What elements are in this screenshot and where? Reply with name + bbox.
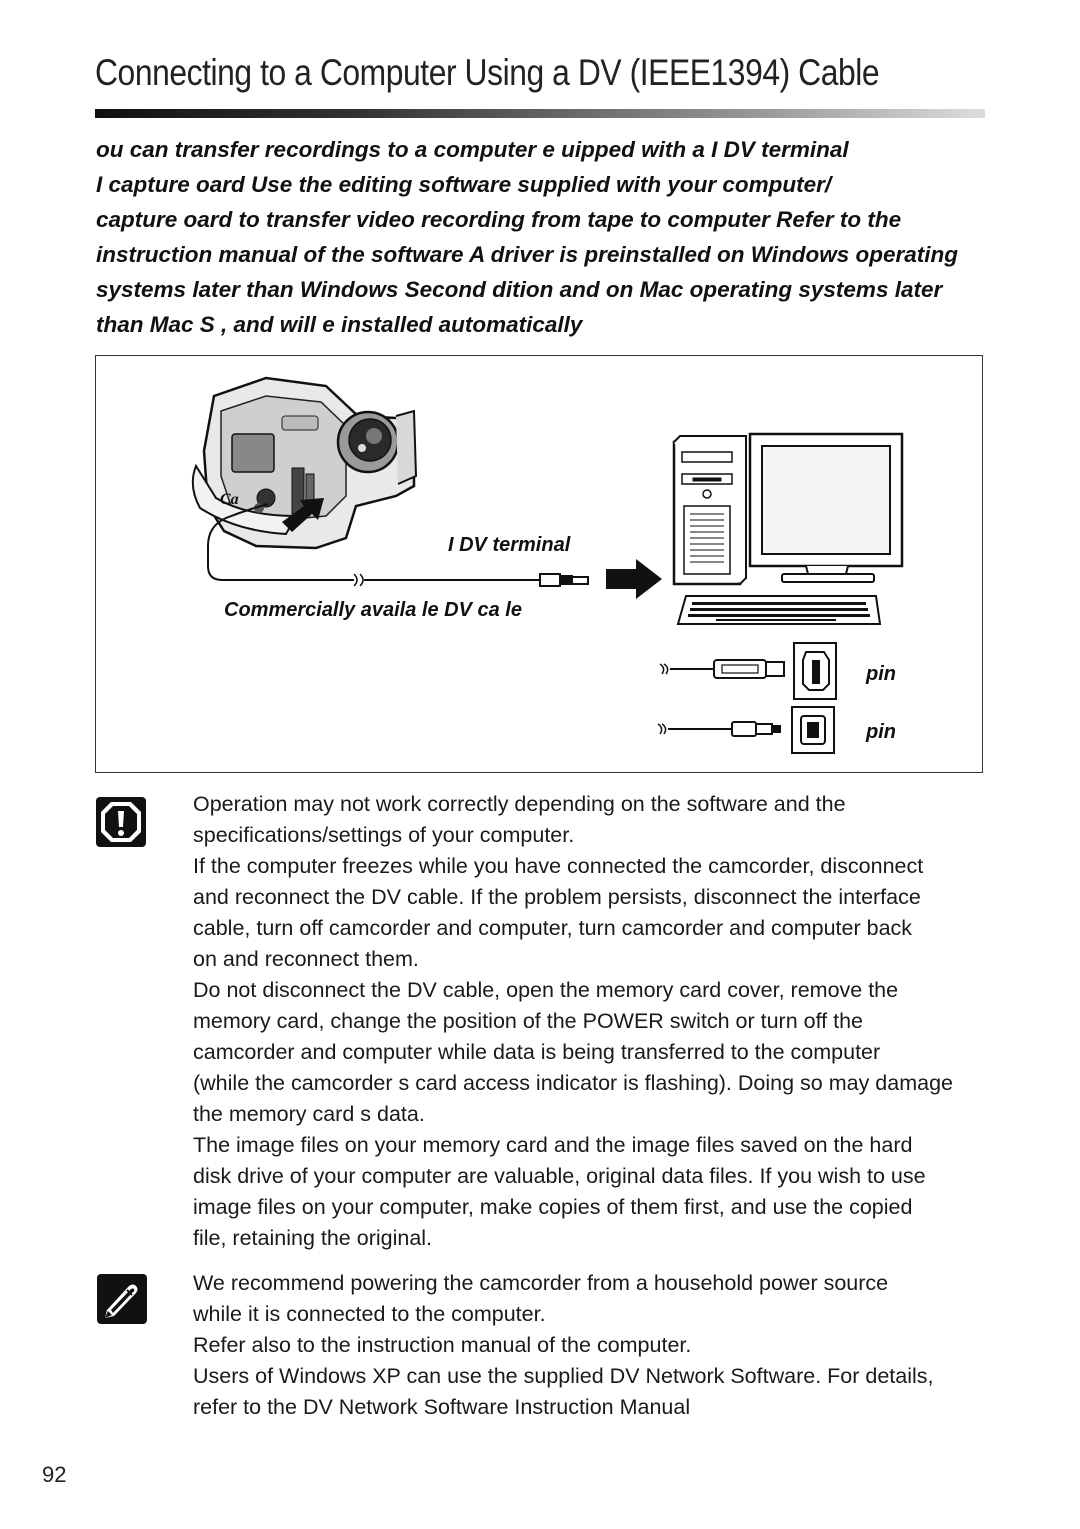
pin-label-4: pin	[866, 721, 896, 743]
intro-line: instruction manual of the software A driver is preinstalled on Windows operating	[96, 242, 958, 267]
pin-label-6: pin	[866, 663, 896, 685]
title-rule	[95, 109, 985, 118]
page-title: Connecting to a Computer Using a DV (IEEE1394) Cable	[95, 52, 880, 93]
note-line: while it is connected to the computer.	[193, 1302, 546, 1326]
camcorder-illustration	[193, 378, 416, 548]
intro-line: systems later than Windows Second dition and on Mac operating systems later	[96, 277, 943, 302]
note-line: refer to the DV Network Software Instruction Manual	[193, 1395, 691, 1419]
caution-line: on and reconnect them.	[193, 947, 419, 971]
pc-tower-illustration	[674, 436, 746, 584]
caution-line: disk drive of your computer are valuable, original data files. If you wish to use	[193, 1164, 926, 1188]
caution-line: The image files on your memory card and the image files saved on the hard	[193, 1133, 913, 1157]
caution-line: image files on your computer, make copies of them first, and use the copied	[193, 1195, 913, 1219]
caution-line: Operation may not work correctly depending on the software and the	[193, 792, 846, 816]
intro-line: ou can transfer recordings to a computer e uipped with a I DV terminal	[96, 137, 849, 162]
caution-line: camcorder and computer while data is being transferred to the computer	[193, 1040, 881, 1064]
caution-line: memory card, change the position of the POWER switch or turn off the	[193, 1009, 863, 1033]
caution-line: specifications/settings of your computer.	[193, 823, 575, 847]
monitor-illustration	[750, 434, 902, 582]
caution-line: Do not disconnect the DV cable, open the memory card cover, remove the	[193, 978, 899, 1002]
caution-line: and reconnect the DV cable. If the problem persists, disconnect the interface	[193, 885, 921, 909]
cable-4pin-illustration	[658, 707, 834, 753]
connection-diagram	[95, 355, 983, 773]
intro-line: I capture oard Use the editing software supplied with your computer/	[96, 172, 832, 197]
caution-line: (while the camcorder s card access indicator is flashing). Doing so may damage	[193, 1071, 953, 1095]
arrow-to-computer-icon	[606, 559, 662, 599]
caution-list	[193, 789, 1053, 1254]
cable-label: Commercially availa le DV ca le	[224, 599, 522, 621]
note-list	[193, 1268, 1053, 1423]
connection-illustration	[96, 356, 981, 771]
caution-line: If the computer freezes while you have connected the camcorder, disconnect	[193, 854, 924, 878]
note-pencil-icon	[97, 1274, 147, 1324]
dv-terminal-label: I DV terminal	[448, 534, 571, 556]
intro-line: capture oard to transfer video recording from tape to computer Refer to the	[96, 207, 902, 232]
note-line: Users of Windows XP can use the supplied DV Network Software. For details,	[193, 1364, 934, 1388]
keyboard-illustration	[678, 596, 880, 624]
note-line: We recommend powering the camcorder from a household power source	[193, 1271, 889, 1295]
intro-line: than Mac S , and will e installed automatically	[96, 312, 583, 337]
note-line: Refer also to the instruction manual of the computer.	[193, 1333, 692, 1357]
caution-icon	[96, 797, 146, 847]
camcorder-brand: Ca	[220, 491, 239, 508]
caution-line: file, retaining the original.	[193, 1226, 433, 1250]
caution-line: cable, turn off camcorder and computer, turn camcorder and computer back	[193, 916, 913, 940]
cable-6pin-illustration	[660, 643, 836, 699]
page-number: 92	[42, 1462, 67, 1487]
intro-paragraph	[96, 132, 1080, 342]
caution-line: the memory card s data.	[193, 1102, 425, 1126]
